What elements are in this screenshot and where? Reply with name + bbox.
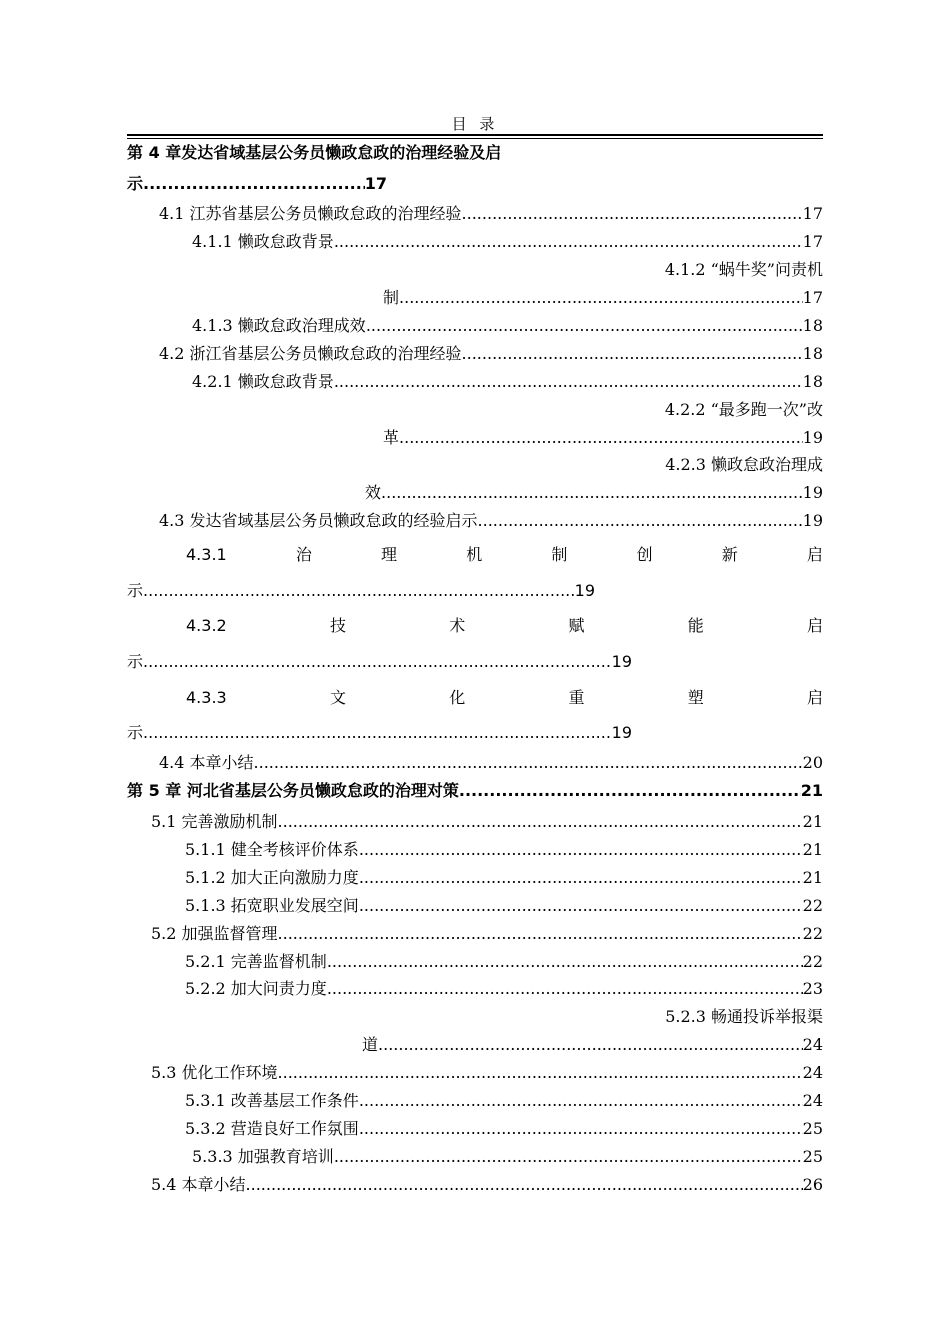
toc-entry-label: 第 4 章发达省域基层公务员懒政怠政的治理经验及启 [127, 143, 502, 162]
toc-entry-label: 示 [127, 581, 144, 600]
toc-word: 重 [568, 688, 585, 707]
leader-dots [334, 232, 803, 252]
leader-dots [378, 1035, 803, 1055]
toc-entry-label: 4.2.2 “最多跑一次”改 [664, 400, 823, 419]
leader-dots [462, 204, 803, 224]
toc-entry-5-2-1[interactable] [185, 952, 823, 972]
leader-dots [334, 1147, 803, 1167]
toc-word: 启 [806, 688, 823, 707]
toc-entry-label: 第 5 章 河北省基层公务员懒政怠政的治理对策 [127, 781, 459, 800]
toc-page-number: 19 [611, 723, 632, 742]
toc-entry-4-1-2-line2[interactable] [383, 288, 823, 308]
toc-word: 赋 [568, 616, 585, 635]
leader-dots [143, 581, 575, 601]
toc-page-number: 22 [802, 896, 823, 915]
toc-entry-label: 4.2.1 懒政怠政背景 [192, 372, 334, 391]
toc-entry-4-2-3-line1[interactable] [127, 455, 823, 475]
toc-word: 制 [551, 545, 568, 564]
toc-entry-label: 5.3.2 营造良好工作氛围 [185, 1119, 359, 1138]
toc-entry-label: 5.1.3 拓宽职业发展空间 [185, 896, 359, 915]
toc-entry-label: 示 [127, 174, 144, 193]
toc-entry-label: 5.1 完善激励机制 [151, 812, 278, 831]
toc-chapter-4-title[interactable] [127, 143, 823, 163]
toc-word: 理 [381, 545, 398, 564]
toc-entry-label: 5.3.1 改善基层工作条件 [185, 1091, 359, 1110]
toc-entry-label: 5.2.3 畅通投诉举报渠 [665, 1007, 823, 1026]
toc-entry-label: 5.4 本章小结 [151, 1175, 246, 1194]
toc-entry-4-2-3-line2[interactable] [365, 483, 823, 503]
toc-entry-5-2-3-line2[interactable] [362, 1035, 823, 1055]
toc-page-number: 24 [802, 1091, 823, 1110]
toc-word: 4.3.1 [186, 545, 227, 564]
toc-entry-4-3-3-line1[interactable] [186, 688, 823, 708]
leader-dots [278, 1063, 803, 1083]
toc-entry-label: 道 [362, 1035, 379, 1054]
toc-word: 术 [449, 616, 466, 635]
toc-chapter-4-continuation[interactable] [127, 174, 387, 194]
toc-entry-4-4[interactable] [159, 753, 823, 773]
toc-entry-label: 4.1.3 懒政怠政治理成效 [192, 316, 366, 335]
leader-dots [327, 979, 803, 999]
leader-dots [334, 372, 803, 392]
toc-entry-4-2-2-line1[interactable] [127, 400, 823, 420]
leader-dots [459, 781, 801, 801]
toc-entry-4-3-2-line1[interactable] [186, 616, 823, 636]
toc-entry-5-3[interactable] [151, 1063, 823, 1083]
toc-word: 治 [295, 545, 312, 564]
toc-chapter-5[interactable] [127, 781, 823, 801]
toc-entry-5-1-3[interactable] [185, 896, 823, 916]
toc-page-number: 18 [802, 344, 823, 363]
toc-page-number: 19 [802, 483, 823, 502]
toc-entry-4-3-1-line2[interactable] [127, 581, 595, 601]
toc-entry-4-1[interactable] [159, 204, 823, 224]
leader-dots [278, 924, 803, 944]
toc-entry-4-3-3-line2[interactable] [127, 723, 632, 743]
toc-entry-label: 5.2 加强监督管理 [151, 924, 278, 943]
toc-entry-label: 4.1.1 懒政怠政背景 [192, 232, 334, 251]
toc-entry-label: 效 [365, 483, 382, 502]
toc-entry-5-1[interactable] [151, 812, 823, 832]
toc-entry-label: 4.1.2 “蜗牛奖”问责机 [664, 260, 823, 279]
toc-entry-label: 革 [383, 428, 400, 447]
toc-page-number: 22 [802, 924, 823, 943]
toc-entry-4-3[interactable] [159, 511, 823, 531]
leader-dots [254, 753, 803, 773]
leader-dots [359, 1091, 803, 1111]
toc-page-number: 19 [802, 511, 823, 530]
leader-dots [359, 896, 803, 916]
toc-word: 4.3.3 [186, 688, 227, 707]
toc-page-number: 20 [802, 753, 823, 772]
toc-entry-4-1-3[interactable] [192, 316, 823, 336]
toc-page-number: 21 [802, 868, 823, 887]
toc-word: 能 [687, 616, 704, 635]
toc-word: 启 [806, 545, 823, 564]
toc-word: 新 [721, 545, 738, 564]
toc-entry-label: 示 [127, 723, 144, 742]
leader-dots [143, 652, 612, 672]
toc-entry-label: 5.2.2 加大问责力度 [185, 979, 327, 998]
leader-dots [399, 288, 803, 308]
toc-page-number: 24 [802, 1063, 823, 1082]
page-header-title: 目 录 [451, 115, 499, 133]
leader-dots [143, 174, 365, 194]
toc-page-number: 24 [802, 1035, 823, 1054]
toc-word: 创 [636, 545, 653, 564]
toc-entry-4-1-2-line1[interactable] [127, 260, 823, 280]
toc-entry-5-1-1[interactable] [185, 840, 823, 860]
toc-entry-label: 5.1.2 加大正向激励力度 [185, 868, 359, 887]
toc-page-number: 23 [802, 979, 823, 998]
leader-dots [366, 316, 803, 336]
toc-word: 机 [466, 545, 483, 564]
toc-page-number: 18 [802, 372, 823, 391]
toc-entry-label: 示 [127, 652, 144, 671]
toc-entry-5-2-3-line1[interactable] [127, 1007, 823, 1027]
leader-dots [278, 812, 803, 832]
toc-entry-5-2-2[interactable] [185, 979, 823, 999]
toc-page-number: 25 [802, 1119, 823, 1138]
toc-entry-label: 5.3.3 加强教育培训 [192, 1147, 334, 1166]
toc-entry-label: 4.4 本章小结 [159, 753, 254, 772]
leader-dots [359, 1119, 803, 1139]
toc-page-number: 21 [802, 812, 823, 831]
leader-dots [327, 952, 803, 972]
leader-dots [359, 840, 803, 860]
header-rule-thick [127, 134, 823, 136]
header-rule-thin [127, 138, 823, 139]
toc-entry-label: 制 [383, 288, 400, 307]
toc-entry-4-1-1[interactable] [192, 232, 823, 252]
toc-entry-5-2[interactable] [151, 924, 823, 944]
toc-word: 文 [329, 688, 346, 707]
leader-dots [143, 723, 612, 743]
leader-dots [462, 344, 803, 364]
toc-page-number: 17 [364, 174, 387, 193]
leader-dots [359, 868, 803, 888]
toc-entry-label: 4.2.3 懒政怠政治理成 [665, 455, 823, 474]
toc-page-number: 21 [800, 781, 823, 800]
toc-page-number: 19 [611, 652, 632, 671]
toc-entry-label: 4.1 江苏省基层公务员懒政怠政的治理经验 [159, 204, 462, 223]
toc-entry-5-3-1[interactable] [185, 1091, 823, 1111]
toc-entry-label: 5.1.1 健全考核评价体系 [185, 840, 359, 859]
toc-entry-5-1-2[interactable] [185, 868, 823, 888]
toc-entry-4-2[interactable] [159, 344, 823, 364]
toc-entry-5-3-2[interactable] [185, 1119, 823, 1139]
toc-entry-4-3-2-line2[interactable] [127, 652, 632, 672]
toc-entry-4-2-2-line2[interactable] [383, 428, 823, 448]
toc-entry-5-4[interactable] [151, 1175, 823, 1195]
toc-entry-label: 4.3 发达省域基层公务员懒政怠政的经验启示 [159, 511, 478, 530]
toc-page-number: 21 [802, 840, 823, 859]
toc-page-number: 17 [802, 232, 823, 251]
toc-page-number: 17 [802, 204, 823, 223]
toc-page-number: 25 [802, 1147, 823, 1166]
toc-word: 启 [806, 616, 823, 635]
leader-dots [399, 428, 803, 448]
toc-page-number: 18 [802, 316, 823, 335]
toc-page-number: 19 [574, 581, 595, 600]
toc-entry-5-3-3[interactable] [192, 1147, 823, 1167]
toc-word: 技 [329, 616, 346, 635]
toc-word: 塑 [687, 688, 704, 707]
toc-word: 化 [449, 688, 466, 707]
toc-page-number: 17 [802, 288, 823, 307]
toc-word: 4.3.2 [186, 616, 227, 635]
toc-entry-label: 5.3 优化工作环境 [151, 1063, 278, 1082]
toc-entry-label: 4.2 浙江省基层公务员懒政怠政的治理经验 [159, 344, 462, 363]
leader-dots [381, 483, 803, 503]
leader-dots [246, 1175, 803, 1195]
toc-entry-4-2-1[interactable] [192, 372, 823, 392]
toc-page-number: 26 [802, 1175, 823, 1194]
toc-page-number: 22 [802, 952, 823, 971]
toc-entry-label: 5.2.1 完善监督机制 [185, 952, 327, 971]
toc-page-number: 19 [802, 428, 823, 447]
toc-entry-4-3-1-line1[interactable] [186, 545, 823, 565]
leader-dots [478, 511, 803, 531]
